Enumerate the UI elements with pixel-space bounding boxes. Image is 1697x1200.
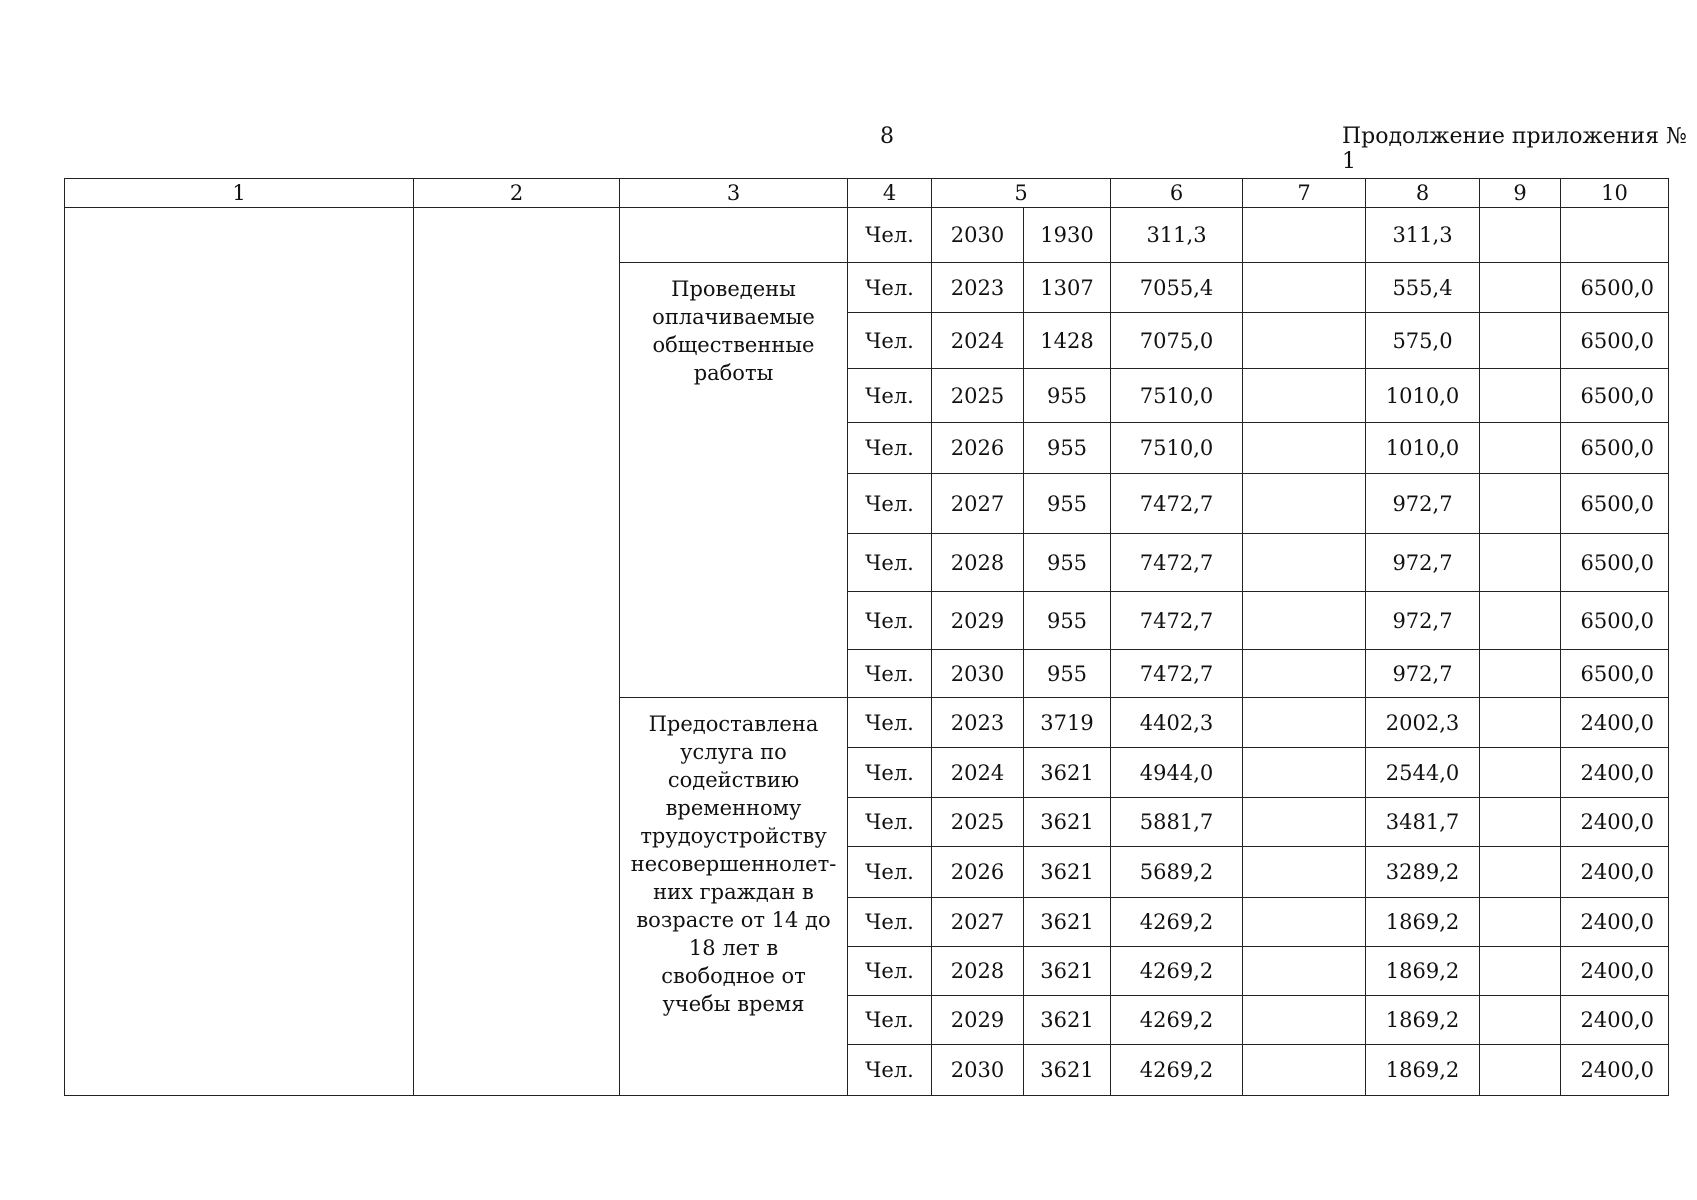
column-10-cell: 6500,0 — [1561, 369, 1669, 423]
unit-cell: Чел. — [848, 947, 932, 996]
value-cell: 3719 — [1024, 698, 1111, 748]
year-cell: 2029 — [932, 996, 1024, 1045]
column-9-cell — [1480, 847, 1561, 898]
year-cell: 2028 — [932, 534, 1024, 592]
column-10-cell: 6500,0 — [1561, 423, 1669, 474]
column-8-cell: 311,3 — [1366, 208, 1480, 263]
column-header: 3 — [620, 179, 848, 208]
column-8-cell: 972,7 — [1366, 592, 1480, 650]
column-7-cell — [1243, 313, 1366, 369]
column-8-cell: 3481,7 — [1366, 798, 1480, 847]
value-cell: 3621 — [1024, 748, 1111, 798]
column-8-cell: 1869,2 — [1366, 1045, 1480, 1096]
column-10-cell: 2400,0 — [1561, 748, 1669, 798]
column-7-cell — [1243, 798, 1366, 847]
value-cell: 955 — [1024, 423, 1111, 474]
appendix-table — [64, 178, 1669, 1096]
column-3-cell — [620, 208, 848, 263]
column-9-cell — [1480, 650, 1561, 698]
column-1-cell — [65, 208, 414, 1096]
column-8-cell: 1010,0 — [1366, 369, 1480, 423]
total-cell: 7472,7 — [1111, 592, 1243, 650]
column-9-cell — [1480, 1045, 1561, 1096]
unit-cell: Чел. — [848, 798, 932, 847]
column-header: 6 — [1111, 179, 1243, 208]
year-cell: 2024 — [932, 313, 1024, 369]
total-cell: 5689,2 — [1111, 847, 1243, 898]
year-cell: 2025 — [932, 798, 1024, 847]
column-9-cell — [1480, 313, 1561, 369]
column-7-cell — [1243, 847, 1366, 898]
column-9-cell — [1480, 698, 1561, 748]
column-8-cell: 1869,2 — [1366, 996, 1480, 1045]
column-9-cell — [1480, 423, 1561, 474]
column-9-cell — [1480, 263, 1561, 313]
column-8-cell: 972,7 — [1366, 650, 1480, 698]
year-cell: 2024 — [932, 748, 1024, 798]
total-cell: 7472,7 — [1111, 534, 1243, 592]
column-header: 5 — [932, 179, 1111, 208]
column-7-cell — [1243, 898, 1366, 947]
column-9-cell — [1480, 898, 1561, 947]
year-cell: 2028 — [932, 947, 1024, 996]
column-header: 9 — [1480, 179, 1561, 208]
value-cell: 3621 — [1024, 798, 1111, 847]
value-cell: 3621 — [1024, 996, 1111, 1045]
column-header: 2 — [414, 179, 620, 208]
total-cell: 7510,0 — [1111, 369, 1243, 423]
column-10-cell: 6500,0 — [1561, 474, 1669, 534]
column-header: 7 — [1243, 179, 1366, 208]
year-cell: 2030 — [932, 208, 1024, 263]
year-cell: 2023 — [932, 698, 1024, 748]
column-7-cell — [1243, 474, 1366, 534]
column-10-cell: 2400,0 — [1561, 898, 1669, 947]
column-9-cell — [1480, 534, 1561, 592]
total-cell: 7472,7 — [1111, 474, 1243, 534]
column-9-cell — [1480, 592, 1561, 650]
column-10-cell: 6500,0 — [1561, 534, 1669, 592]
column-8-cell: 2002,3 — [1366, 698, 1480, 748]
value-cell: 955 — [1024, 369, 1111, 423]
unit-cell: Чел. — [848, 898, 932, 947]
column-7-cell — [1243, 534, 1366, 592]
value-cell: 955 — [1024, 534, 1111, 592]
column-9-cell — [1480, 798, 1561, 847]
year-cell: 2026 — [932, 847, 1024, 898]
column-8-cell: 1010,0 — [1366, 423, 1480, 474]
column-7-cell — [1243, 748, 1366, 798]
column-10-cell: 2400,0 — [1561, 698, 1669, 748]
year-cell: 2027 — [932, 898, 1024, 947]
value-cell: 1307 — [1024, 263, 1111, 313]
value-cell: 955 — [1024, 592, 1111, 650]
unit-cell: Чел. — [848, 208, 932, 263]
year-cell: 2030 — [932, 650, 1024, 698]
unit-cell: Чел. — [848, 369, 932, 423]
column-8-cell: 972,7 — [1366, 534, 1480, 592]
activity-description: Проведены оплачиваемые общественные работы — [620, 263, 848, 698]
activity-description: Предоставлена услуга по содействию временному трудоустройству несовершеннолет-них граждан в возрасте от 14 до 18 лет в свободное от учебы время — [620, 698, 848, 1096]
unit-cell: Чел. — [848, 847, 932, 898]
year-cell: 2030 — [932, 1045, 1024, 1096]
total-cell: 4402,3 — [1111, 698, 1243, 748]
total-cell: 4944,0 — [1111, 748, 1243, 798]
unit-cell: Чел. — [848, 650, 932, 698]
column-7-cell — [1243, 947, 1366, 996]
column-10-cell: 2400,0 — [1561, 1045, 1669, 1096]
column-header: 4 — [848, 179, 932, 208]
year-cell: 2025 — [932, 369, 1024, 423]
column-8-cell: 555,4 — [1366, 263, 1480, 313]
unit-cell: Чел. — [848, 996, 932, 1045]
total-cell: 7472,7 — [1111, 650, 1243, 698]
column-8-cell: 1869,2 — [1366, 898, 1480, 947]
column-8-cell: 575,0 — [1366, 313, 1480, 369]
column-10-cell: 2400,0 — [1561, 996, 1669, 1045]
unit-cell: Чел. — [848, 313, 932, 369]
value-cell: 3621 — [1024, 847, 1111, 898]
column-9-cell — [1480, 208, 1561, 263]
column-10-cell: 2400,0 — [1561, 847, 1669, 898]
value-cell: 1428 — [1024, 313, 1111, 369]
column-7-cell — [1243, 263, 1366, 313]
value-cell: 1930 — [1024, 208, 1111, 263]
column-7-cell — [1243, 592, 1366, 650]
column-10-cell: 6500,0 — [1561, 263, 1669, 313]
total-cell: 4269,2 — [1111, 996, 1243, 1045]
table-row — [65, 208, 1669, 263]
column-9-cell — [1480, 996, 1561, 1045]
unit-cell: Чел. — [848, 474, 932, 534]
column-7-cell — [1243, 996, 1366, 1045]
total-cell: 4269,2 — [1111, 1045, 1243, 1096]
value-cell: 3621 — [1024, 947, 1111, 996]
unit-cell: Чел. — [848, 534, 932, 592]
column-10-cell — [1561, 208, 1669, 263]
column-10-cell: 6500,0 — [1561, 650, 1669, 698]
column-header: 10 — [1561, 179, 1669, 208]
column-8-cell: 3289,2 — [1366, 847, 1480, 898]
total-cell: 311,3 — [1111, 208, 1243, 263]
value-cell: 955 — [1024, 474, 1111, 534]
column-7-cell — [1243, 1045, 1366, 1096]
unit-cell: Чел. — [848, 748, 932, 798]
value-cell: 955 — [1024, 650, 1111, 698]
column-10-cell: 2400,0 — [1561, 947, 1669, 996]
column-8-cell: 972,7 — [1366, 474, 1480, 534]
value-cell: 3621 — [1024, 898, 1111, 947]
column-7-cell — [1243, 369, 1366, 423]
column-number-row — [65, 179, 1669, 208]
year-cell: 2029 — [932, 592, 1024, 650]
column-9-cell — [1480, 748, 1561, 798]
column-header: 8 — [1366, 179, 1480, 208]
unit-cell: Чел. — [848, 592, 932, 650]
column-10-cell: 2400,0 — [1561, 798, 1669, 847]
unit-cell: Чел. — [848, 698, 932, 748]
value-cell: 3621 — [1024, 1045, 1111, 1096]
total-cell: 4269,2 — [1111, 898, 1243, 947]
column-10-cell: 6500,0 — [1561, 313, 1669, 369]
year-cell: 2026 — [932, 423, 1024, 474]
unit-cell: Чел. — [848, 263, 932, 313]
column-7-cell — [1243, 698, 1366, 748]
year-cell: 2027 — [932, 474, 1024, 534]
appendix-continuation-label: Продолжение приложения № 1 — [1342, 124, 1687, 174]
total-cell: 4269,2 — [1111, 947, 1243, 996]
unit-cell: Чел. — [848, 1045, 932, 1096]
column-header: 1 — [65, 179, 414, 208]
column-9-cell — [1480, 474, 1561, 534]
total-cell: 7510,0 — [1111, 423, 1243, 474]
column-8-cell: 2544,0 — [1366, 748, 1480, 798]
column-7-cell — [1243, 208, 1366, 263]
column-10-cell: 6500,0 — [1561, 592, 1669, 650]
unit-cell: Чел. — [848, 423, 932, 474]
year-cell: 2023 — [932, 263, 1024, 313]
column-7-cell — [1243, 423, 1366, 474]
column-7-cell — [1243, 650, 1366, 698]
page-number: 8 — [880, 124, 894, 149]
column-9-cell — [1480, 369, 1561, 423]
column-9-cell — [1480, 947, 1561, 996]
total-cell: 5881,7 — [1111, 798, 1243, 847]
column-2-cell — [414, 208, 620, 1096]
column-8-cell: 1869,2 — [1366, 947, 1480, 996]
total-cell: 7075,0 — [1111, 313, 1243, 369]
total-cell: 7055,4 — [1111, 263, 1243, 313]
